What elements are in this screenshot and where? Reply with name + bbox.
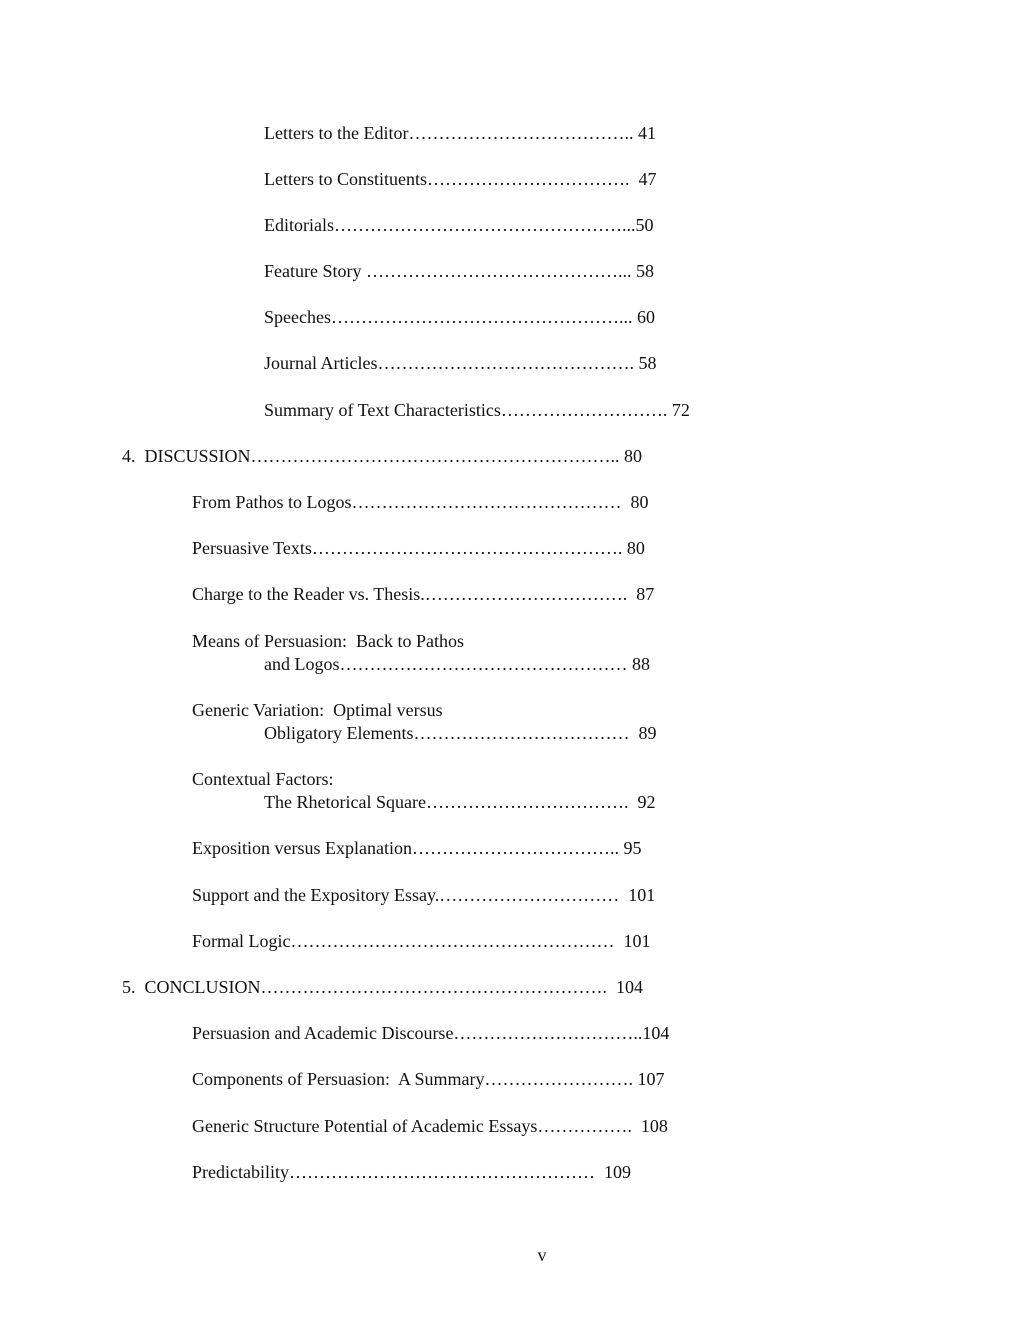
toc-entry-continuation: and Logos………………………………………… 88 (264, 654, 650, 674)
page-number: v (537, 1245, 547, 1265)
toc-entry: Journal Articles……………………………………. 58 (264, 353, 657, 373)
toc-entry: Generic Structure Potential of Academic Essays……………. 108 (192, 1116, 668, 1136)
toc-chapter-heading: 5. CONCLUSION…………………………………………………. 104 (122, 977, 644, 997)
toc-entry: Means of Persuasion: Back to Pathos (192, 631, 464, 651)
toc-entry: Charge to the Reader vs. Thesis.……………………………. 87 (192, 584, 655, 604)
toc-entry: Persuasion and Academic Discourse…………………………..104 (192, 1023, 670, 1043)
toc-entry: Persuasive Texts……………………………………………. 80 (192, 538, 645, 558)
toc-entry: Exposition versus Explanation…………………………….. 95 (192, 838, 642, 858)
toc-entry: Predictability…………………………………………… 109 (192, 1162, 631, 1182)
toc-entry: Contextual Factors: (192, 769, 334, 789)
toc-entry: Editorials…………………………………………...50 (264, 215, 654, 235)
toc-entry: Summary of Text Characteristics………………………. 72 (264, 400, 690, 420)
toc-entry: From Pathos to Logos……………………………………… 80 (192, 492, 649, 512)
toc-entry: Letters to Constituents……………………………. 47 (264, 169, 657, 189)
toc-entry-continuation: Obligatory Elements……………………………… 89 (264, 723, 657, 743)
toc-entry-continuation: The Rhetorical Square……………………………. 92 (264, 792, 656, 812)
toc-entry: Letters to the Editor……………………………….. 41 (264, 123, 656, 143)
toc-entry: Components of Persuasion: A Summary……………………. 107 (192, 1069, 665, 1089)
toc-entry: Feature Story ……………………………………... 58 (264, 261, 654, 281)
toc-entry: Support and the Expository Essay.………………………… 101 (192, 885, 656, 905)
toc-entry: Speeches…………………………………………... 60 (264, 307, 655, 327)
toc-entry: Generic Variation: Optimal versus (192, 700, 443, 720)
toc-chapter-heading: 4. DISCUSSION…………………………………………………….. 80 (122, 446, 643, 466)
toc-entry: Formal Logic……………………………………………… 101 (192, 931, 651, 951)
